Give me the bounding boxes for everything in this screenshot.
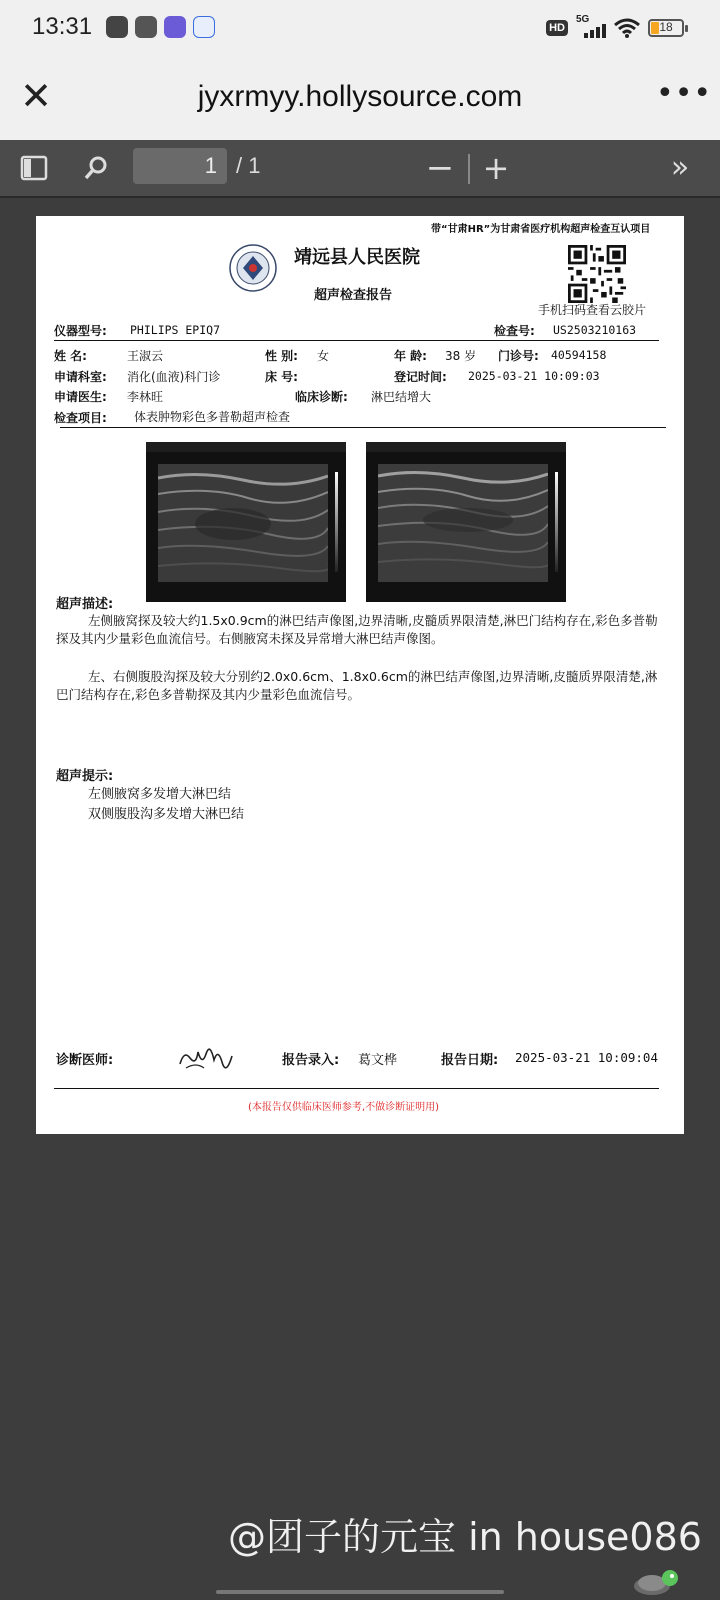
footer-rule (54, 1088, 659, 1089)
clinic-no-label: 门诊号: (498, 349, 539, 363)
battery-icon (648, 19, 684, 37)
info-rule (60, 427, 666, 428)
age-value: 38 岁 (445, 349, 477, 363)
sidebar-toggle-icon[interactable] (16, 150, 52, 186)
header-rule (54, 340, 659, 341)
pdf-toolbar (0, 140, 720, 198)
qr-caption: 手机扫码查看云胶片 (538, 303, 647, 317)
impression-title: 超声提示: (56, 769, 114, 784)
description-title: 超声描述: (56, 597, 114, 612)
zoom-in-icon[interactable]: + (482, 149, 510, 187)
description-paragraph-2: 左、右侧腹股沟探及较大分别约2.0x0.6cm、1.8x0.6cm的淋巴结声像图,边界清晰,皮髓质界限清楚,淋巴门结构存在,彩色多普勒探及其内少量彩色血流信号。 (56, 669, 658, 702)
gender-value: 女 (317, 349, 330, 363)
wifi-icon (614, 17, 640, 39)
report-title: 超声检查报告 (314, 288, 393, 303)
disclaimer: (本报告仅供临床医师参考,不做诊断证明用) (248, 1102, 439, 1113)
ultrasound-image-left (146, 442, 346, 602)
app-notification-icon (106, 16, 128, 38)
hospital-name: 靖远县人民医院 (294, 247, 420, 268)
message-notification-icon (135, 16, 157, 38)
pdf-page (36, 216, 684, 1134)
item-label: 检查项目: (54, 411, 107, 425)
device-label: 仪器型号: (54, 324, 107, 338)
header-note: 带“甘肃HR”为甘肃省医疗机构超声检查互认项目 (431, 224, 651, 235)
diagnosing-doctor-label: 诊断医师: (56, 1053, 114, 1068)
status-bar (0, 0, 720, 56)
gender-label: 性 别: (265, 349, 298, 363)
clinic-no-value: 40594158 (551, 348, 607, 362)
report-entry-value: 葛文桦 (358, 1053, 398, 1068)
game-notification-icon (164, 16, 186, 38)
clinical-dx-value: 淋巴结增大 (371, 390, 432, 404)
browser-url-bar (0, 56, 720, 140)
report-date-value: 2025-03-21 10:09:04 (515, 1050, 658, 1065)
clinical-dx-label: 临床诊断: (295, 390, 348, 404)
page-total: / 1 (236, 153, 261, 178)
hospital-logo (229, 244, 277, 292)
search-icon[interactable] (78, 150, 114, 186)
url-text[interactable]: jyxrmyy.hollysource.com (197, 80, 523, 113)
description-paragraph-1: 左侧腋窝探及较大约1.5x0.9cm的淋巴结声像图,边界清晰,皮髓质界限清楚,淋巴门结构存在,彩色多普勒探及其内少量彩色血流信号。右侧腋窝未探及异常增大淋巴结声像图。 (56, 613, 658, 646)
device-value: PHILIPS EPIQ7 (130, 323, 221, 337)
toolbar-divider (468, 154, 470, 184)
dept-label: 申请科室: (54, 370, 107, 384)
close-icon[interactable]: ✕ (20, 74, 52, 118)
home-indicator[interactable] (216, 1590, 504, 1594)
more-menu-icon[interactable]: ••• (656, 76, 713, 111)
name-value: 王淑云 (127, 349, 164, 363)
signal-icon: 5G (576, 16, 606, 40)
doctor-label: 申请医生: (54, 390, 107, 404)
item-value: 体表肿物彩色多普勒超声检查 (134, 410, 291, 424)
reg-time-label: 登记时间: (394, 370, 447, 384)
turtle-sticker-icon (628, 1566, 680, 1596)
baidu-notification-icon (193, 16, 215, 38)
qr-code[interactable] (568, 245, 626, 303)
dept-value: 消化(血液)科门诊 (127, 370, 221, 384)
doctor-signature (176, 1042, 236, 1072)
status-time: 13:31 (32, 13, 93, 40)
more-tools-icon[interactable]: » (670, 150, 690, 185)
watermark: @团子的元宝 in house086 (228, 1515, 702, 1559)
exam-no-label: 检查号: (494, 324, 535, 338)
ultrasound-image-right (366, 442, 566, 602)
doctor-value: 李林旺 (127, 390, 164, 404)
zoom-out-icon[interactable]: − (425, 148, 455, 188)
bed-label: 床 号: (265, 370, 298, 384)
page-number-input[interactable]: 1 (133, 148, 227, 184)
report-date-label: 报告日期: (441, 1053, 499, 1068)
name-label: 姓 名: (54, 349, 87, 363)
hd-icon: HD (546, 20, 568, 36)
battery-level: 18 (659, 20, 673, 34)
impression-item-1: 左侧腋窝多发增大淋巴结 (88, 787, 232, 802)
reg-time-value: 2025-03-21 10:09:03 (468, 369, 600, 383)
age-label: 年 龄: (394, 349, 427, 363)
report-entry-label: 报告录入: (282, 1053, 340, 1068)
exam-no-value: US2503210163 (553, 323, 637, 337)
impression-item-2: 双侧腹股沟多发增大淋巴结 (88, 807, 245, 822)
